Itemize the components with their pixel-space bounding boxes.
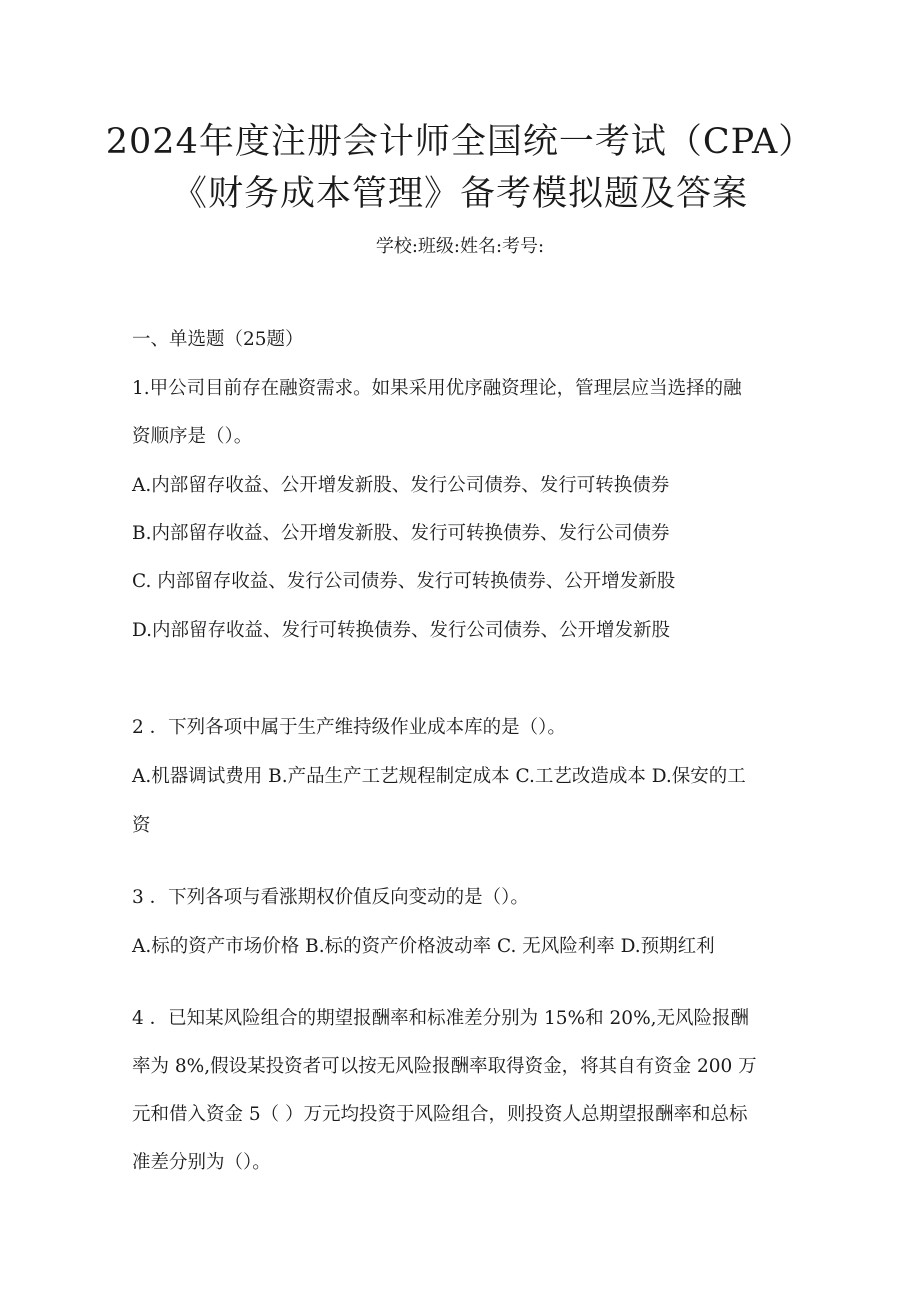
question-2-options-line-2: 资 [132,815,151,836]
question-1-option-d: D.内部留存收益、发行可转换债券、发行公司债券、公开增发新股 [132,620,671,641]
question-2-options-line-1: A.机器调试费用 B.产品生产工艺规程制定成本 C.工艺改造成本 D.保安的工 [132,766,746,787]
question-1-option-c: C. 内部留存收益、发行公司债券、发行可转换债券、公开增发新股 [132,571,676,592]
question-3-text: 3 ．下列各项与看涨期权价值反向变动的是（）。 [132,887,529,908]
question-3-options: A.标的资产市场价格 B.标的资产价格波动率 C. 无风险利率 D.预期红利 [132,936,715,957]
document-title-line-2: 《财务成本管理》备考模拟题及答案 [171,174,748,214]
question-1-text-line-2: 资顺序是（）。 [132,426,253,447]
question-4-text-line-4: 准差分别为（）。 [132,1152,271,1173]
question-1-text-line-1: 1.甲公司目前存在融资需求。如果采用优序融资理论，管理层应当选择的融 [132,378,742,399]
question-1-option-b: B.内部留存收益、公开增发新股、发行可转换债券、发行公司债券 [132,523,670,544]
question-4-text-line-2: 率为 8%,假设某投资者可以按无风险报酬率取得资金，将其自有资金 200 万 [132,1056,757,1077]
question-1-option-a: A.内部留存收益、公开增发新股、发行公司债券、发行可转换债券 [132,475,670,496]
student-info-line: 学校:班级:姓名:考号: [375,236,545,257]
question-4-text-line-3: 元和借入资金 5（ ）万元均投资于风险组合，则投资人总期望报酬率和总标 [132,1104,748,1125]
document-title-line-1: 2024年度注册会计师全国统一考试（CPA） [105,122,815,162]
section-heading: 一、单选题（25题） [132,329,304,350]
question-2-text: 2 ．下列各项中属于生产维持级作业成本库的是（）。 [132,717,566,738]
question-4-text-line-1: 4 ．已知某风险组合的期望报酬率和标准差分别为 15%和 20%,无风险报酬 [132,1008,750,1029]
